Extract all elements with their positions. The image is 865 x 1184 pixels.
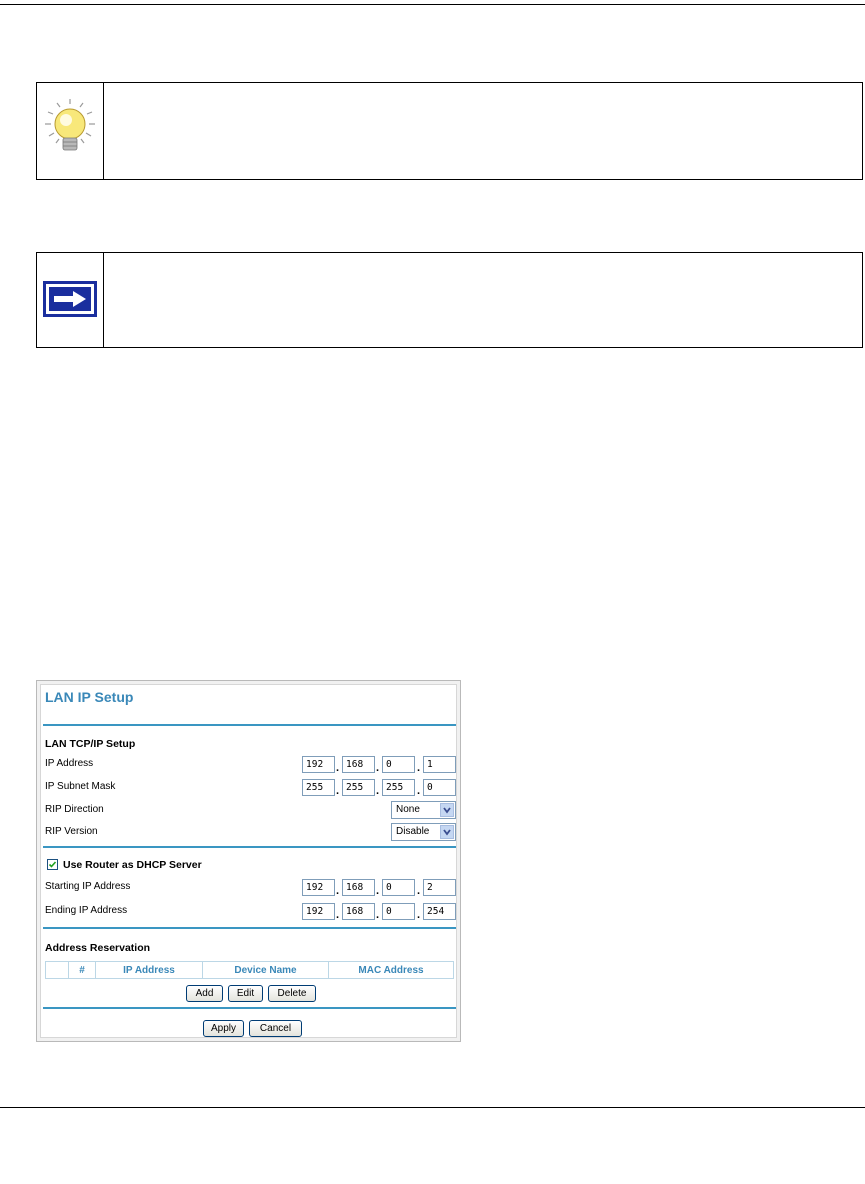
ip-address-label: IP Address <box>45 758 94 769</box>
ending-ip-label: Ending IP Address <box>45 905 128 916</box>
starting-ip-octet-2[interactable]: 168 <box>342 879 375 896</box>
page-title: LAN IP Setup <box>45 689 134 705</box>
subnet-mask-octet-4[interactable]: 0 <box>423 779 456 796</box>
ip-address-octet-3[interactable]: 0 <box>382 756 415 773</box>
subnet-mask-octet-2[interactable]: 255 <box>342 779 375 796</box>
delete-button[interactable]: Delete <box>268 985 316 1002</box>
lan-ip-setup-screenshot <box>36 680 461 1042</box>
octet-dot: . <box>336 785 340 797</box>
cancel-button[interactable]: Cancel <box>249 1020 302 1037</box>
ending-ip-octet-2[interactable]: 168 <box>342 903 375 920</box>
rip-version-value: Disable <box>396 826 430 837</box>
select-column-header <box>46 962 69 979</box>
subnet-mask-label: IP Subnet Mask <box>45 781 116 792</box>
edit-button[interactable]: Edit <box>228 985 263 1002</box>
bottom-page-rule <box>0 1107 865 1108</box>
octet-dot: . <box>417 909 421 921</box>
tip-icon-cell <box>37 83 104 179</box>
rip-direction-value: None <box>396 804 420 815</box>
separator <box>43 846 456 848</box>
octet-dot: . <box>417 762 421 774</box>
index-column-header: # <box>69 962 96 979</box>
lightbulb-icon <box>42 97 98 157</box>
octet-dot: . <box>336 762 340 774</box>
rip-version-label: RIP Version <box>45 826 98 837</box>
subnet-mask-octet-3[interactable]: 255 <box>382 779 415 796</box>
starting-ip-octet-1[interactable]: 192 <box>302 879 335 896</box>
tip-box <box>36 82 863 180</box>
rip-direction-select[interactable] <box>391 801 456 819</box>
ip-address-column-header: IP Address <box>96 962 203 979</box>
octet-dot: . <box>376 785 380 797</box>
mac-address-column-header: MAC Address <box>329 962 454 979</box>
lan-section-heading: LAN TCP/IP Setup <box>45 738 136 750</box>
device-name-column-header: Device Name <box>203 962 329 979</box>
ending-ip-octet-3[interactable]: 0 <box>382 903 415 920</box>
rip-version-select[interactable] <box>391 823 456 841</box>
reservation-heading: Address Reservation <box>45 942 151 954</box>
add-button[interactable]: Add <box>186 985 223 1002</box>
chevron-down-icon <box>440 803 454 817</box>
subnet-mask-octet-1[interactable]: 255 <box>302 779 335 796</box>
ip-address-octet-2[interactable]: 168 <box>342 756 375 773</box>
octet-dot: . <box>376 885 380 897</box>
octet-dot: . <box>336 909 340 921</box>
note-box <box>36 252 863 348</box>
octet-dot: . <box>376 909 380 921</box>
separator <box>43 724 456 726</box>
starting-ip-octet-3[interactable]: 0 <box>382 879 415 896</box>
top-page-rule <box>0 4 865 5</box>
ip-address-octet-1[interactable]: 192 <box>302 756 335 773</box>
ip-address-octet-4[interactable]: 1 <box>423 756 456 773</box>
arrow-right-icon <box>43 281 97 317</box>
octet-dot: . <box>417 785 421 797</box>
chevron-down-icon <box>440 825 454 839</box>
tip-text-cell <box>103 83 862 179</box>
reservation-table <box>45 961 454 979</box>
reservation-header-row <box>46 962 454 979</box>
lan-ip-setup-page <box>40 684 457 1038</box>
octet-dot: . <box>336 885 340 897</box>
ending-ip-octet-1[interactable]: 192 <box>302 903 335 920</box>
rip-direction-label: RIP Direction <box>45 804 104 815</box>
apply-button[interactable]: Apply <box>203 1020 244 1037</box>
note-text-cell <box>103 253 862 347</box>
separator <box>43 1007 456 1009</box>
separator <box>43 927 456 929</box>
octet-dot: . <box>417 885 421 897</box>
starting-ip-octet-4[interactable]: 2 <box>423 879 456 896</box>
ending-ip-octet-4[interactable]: 254 <box>423 903 456 920</box>
octet-dot: . <box>376 762 380 774</box>
dhcp-server-checkbox[interactable] <box>47 859 58 870</box>
note-icon-cell <box>37 253 104 347</box>
starting-ip-label: Starting IP Address <box>45 881 131 892</box>
checkmark-icon <box>48 860 57 869</box>
dhcp-checkbox-label: Use Router as DHCP Server <box>63 859 202 871</box>
